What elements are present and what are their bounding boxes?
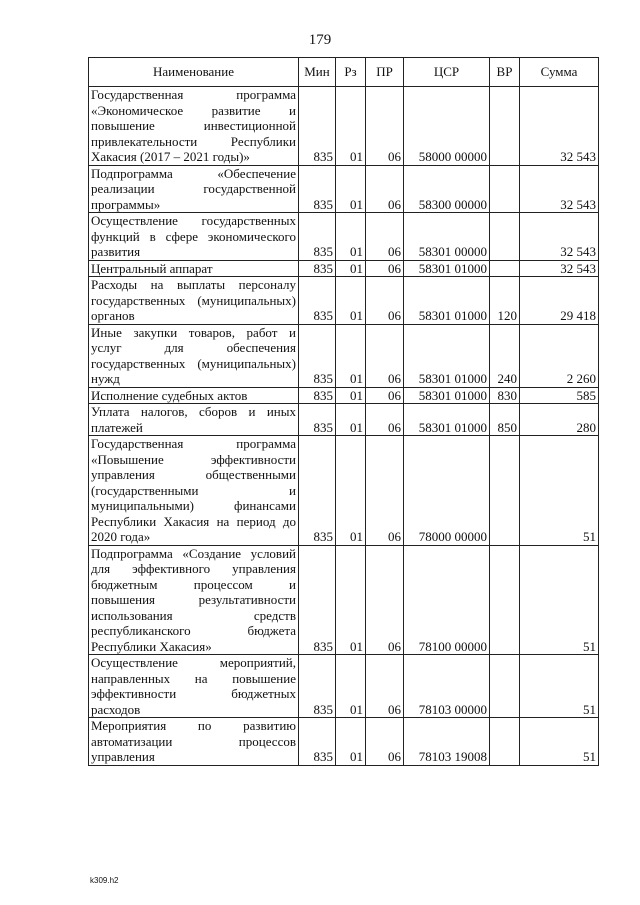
table-row — [89, 545, 599, 655]
cell-min: 835 — [299, 165, 336, 213]
cell-pr: 06 — [366, 277, 404, 325]
cell-pr: 06 — [366, 655, 404, 718]
cell-pr: 06 — [366, 213, 404, 261]
cell-min: 835 — [299, 404, 336, 436]
cell-name: Осуществление мероприятий, направленных на повышение эффективности бюджетных расходов — [89, 655, 299, 718]
cell-pr: 06 — [366, 260, 404, 277]
cell-name: Иные закупки товаров, работ и услуг для обеспечения государственных (муниципальных) нужд — [89, 324, 299, 387]
cell-rz: 01 — [336, 324, 366, 387]
cell-name: Расходы на выплаты персоналу государственных (муниципальных) органов — [89, 277, 299, 325]
cell-sum: 32 543 — [520, 165, 599, 213]
cell-rz: 01 — [336, 213, 366, 261]
cell-min: 835 — [299, 277, 336, 325]
cell-csr: 58301 00000 — [404, 213, 490, 261]
cell-csr: 58301 01000 — [404, 277, 490, 325]
cell-sum: 51 — [520, 545, 599, 655]
cell-sum: 585 — [520, 387, 599, 404]
footer-code: k309.h2 — [90, 876, 119, 885]
cell-csr: 58301 01000 — [404, 404, 490, 436]
cell-csr: 78103 00000 — [404, 655, 490, 718]
cell-name: Исполнение судебных актов — [89, 387, 299, 404]
cell-rz: 01 — [336, 545, 366, 655]
cell-min: 835 — [299, 655, 336, 718]
table-row — [89, 718, 599, 766]
cell-vr: 120 — [490, 277, 520, 325]
cell-name: Центральный аппарат — [89, 260, 299, 277]
cell-vr — [490, 545, 520, 655]
cell-vr: 830 — [490, 387, 520, 404]
cell-min: 835 — [299, 324, 336, 387]
cell-pr: 06 — [366, 165, 404, 213]
cell-pr: 06 — [366, 404, 404, 436]
cell-csr: 58300 00000 — [404, 165, 490, 213]
header-sum: Сумма — [520, 58, 599, 87]
cell-vr — [490, 213, 520, 261]
cell-rz: 01 — [336, 404, 366, 436]
cell-csr: 78103 19008 — [404, 718, 490, 766]
cell-vr: 850 — [490, 404, 520, 436]
cell-rz: 01 — [336, 277, 366, 325]
cell-sum: 51 — [520, 718, 599, 766]
cell-name: Осуществление государственных функций в сфере экономического развития — [89, 213, 299, 261]
cell-sum: 32 543 — [520, 213, 599, 261]
cell-name: Государственная программа «Экономическое развитие и повышение инвестиционной привлекательности Республики Хакасия (2017 – 2021 годы)» — [89, 87, 299, 166]
table-row — [89, 387, 599, 404]
cell-pr: 06 — [366, 324, 404, 387]
cell-name: Подпрограмма «Обеспечение реализации государственной программы» — [89, 165, 299, 213]
table-row — [89, 277, 599, 325]
cell-sum: 32 543 — [520, 87, 599, 166]
header-csr: ЦСР — [404, 58, 490, 87]
table-row — [89, 436, 599, 546]
cell-csr: 58301 01000 — [404, 324, 490, 387]
cell-name: Уплата налогов, сборов и иных платежей — [89, 404, 299, 436]
cell-pr: 06 — [366, 545, 404, 655]
table-row — [89, 324, 599, 387]
header-pr: ПР — [366, 58, 404, 87]
cell-sum: 51 — [520, 655, 599, 718]
header-vr: ВР — [490, 58, 520, 87]
cell-min: 835 — [299, 545, 336, 655]
cell-min: 835 — [299, 436, 336, 546]
cell-csr: 78100 00000 — [404, 545, 490, 655]
table-row — [89, 404, 599, 436]
cell-rz: 01 — [336, 87, 366, 166]
cell-vr: 240 — [490, 324, 520, 387]
table-row — [89, 213, 599, 261]
cell-rz: 01 — [336, 655, 366, 718]
cell-csr: 58000 00000 — [404, 87, 490, 166]
cell-rz: 01 — [336, 387, 366, 404]
cell-vr — [490, 436, 520, 546]
table-row — [89, 655, 599, 718]
cell-vr — [490, 655, 520, 718]
header-min: Мин — [299, 58, 336, 87]
cell-csr: 58301 01000 — [404, 260, 490, 277]
cell-pr: 06 — [366, 436, 404, 546]
table-header-row — [89, 58, 599, 87]
cell-min: 835 — [299, 213, 336, 261]
cell-vr — [490, 718, 520, 766]
cell-sum: 51 — [520, 436, 599, 546]
table-row — [89, 87, 599, 166]
cell-sum: 280 — [520, 404, 599, 436]
cell-pr: 06 — [366, 87, 404, 166]
cell-pr: 06 — [366, 718, 404, 766]
cell-csr: 58301 01000 — [404, 387, 490, 404]
cell-sum: 29 418 — [520, 277, 599, 325]
cell-rz: 01 — [336, 436, 366, 546]
header-rz: Рз — [336, 58, 366, 87]
cell-pr: 06 — [366, 387, 404, 404]
table-body — [89, 87, 599, 766]
table-row — [89, 260, 599, 277]
table-row — [89, 165, 599, 213]
cell-rz: 01 — [336, 165, 366, 213]
cell-min: 835 — [299, 87, 336, 166]
page-number: 179 — [308, 32, 332, 48]
cell-vr — [490, 260, 520, 277]
cell-min: 835 — [299, 387, 336, 404]
header-name: Наименование — [89, 58, 299, 87]
budget-table — [88, 57, 599, 766]
cell-min: 835 — [299, 718, 336, 766]
cell-sum: 2 260 — [520, 324, 599, 387]
cell-vr — [490, 165, 520, 213]
cell-name: Подпрограмма «Создание условий для эффективного управления бюджетным процессом и повышения результативности использования средств республиканского бюджета Республики Хакасия» — [89, 545, 299, 655]
cell-rz: 01 — [336, 718, 366, 766]
cell-rz: 01 — [336, 260, 366, 277]
cell-name: Государственная программа «Повышение эффективности управления общественными (государственными и муниципальными) финансами Республики Хакасия на период до 2020 года» — [89, 436, 299, 546]
cell-vr — [490, 87, 520, 166]
cell-name: Мероприятия по развитию автоматизации процессов управления — [89, 718, 299, 766]
cell-sum: 32 543 — [520, 260, 599, 277]
cell-csr: 78000 00000 — [404, 436, 490, 546]
cell-min: 835 — [299, 260, 336, 277]
